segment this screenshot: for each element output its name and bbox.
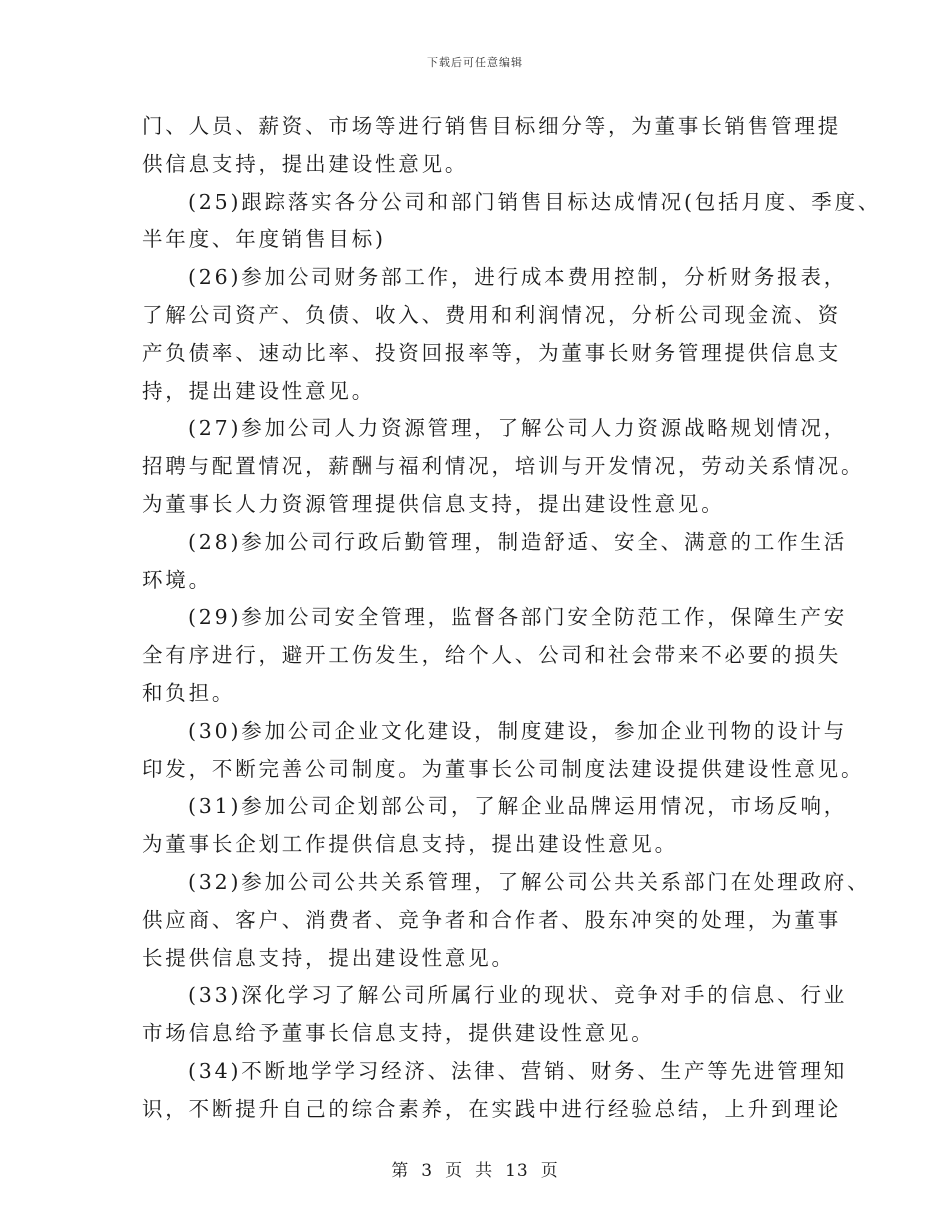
page-header: 下载后可任意编辑 [427,56,523,69]
body-text-line: 了解公司资产、负债、收入、费用和利润情况，分析公司现金流、资 [142,302,841,327]
footer-prefix: 第 [391,1161,410,1181]
body-text-line: 识，不断提升自己的综合素养，在实践中进行经验总结，上升到理论 [142,1096,841,1121]
body-text-line: (26)参加公司财务部工作，进行成本费用控制，分析财务报表， [188,265,848,290]
footer-total-word: 共 [475,1161,494,1181]
body-text-line: (28)参加公司行政后勤管理，制造舒适、安全、满意的工作生活 [188,529,848,554]
body-text-line: 环境。 [142,567,212,592]
body-text-line: 门、人员、薪资、市场等进行销售目标细分等，为董事长销售管理提 [142,114,841,138]
body-text-line: 和负担。 [142,680,236,705]
body-text-line: 为董事长人力资源管理提供信息支持，提出建设性意见。 [142,491,725,516]
body-text-line: (31)参加公司企划部公司，了解企业品牌运用情况，市场反响， [188,794,848,819]
body-text-line: 印发，不断完善公司制度。为董事长公司制度法建设提供建设性意见。 [142,756,865,781]
body-text-line: 供信息支持，提出建设性意见。 [142,151,469,176]
body-text-line: 招聘与配置情况，薪酬与福利情况，培训与开发情况，劳动关系情况。 [142,454,865,479]
body-text-line: 长提供信息支持，提出建设性意见。 [142,945,515,970]
body-text-line: 全有序进行，避开工伤发生，给个人、公司和社会带来不必要的损失 [142,643,841,668]
body-text-line: (34)不断地学学习经济、法律、营销、财务、生产等先进管理知 [188,1058,848,1083]
document-body [142,108,882,1129]
body-text-line: 供应商、客户、消费者、竞争者和合作者、股东冲突的处理，为董事 [142,907,841,932]
body-text-line: (30)参加公司企业文化建设，制度建设，参加企业刊物的设计与 [188,718,848,743]
body-text-line: (32)参加公司公共关系管理，了解公司公共关系部门在处理政府、 [188,869,871,894]
current-page-number: 3 [421,1161,434,1181]
body-text-line: 产负债率、速动比率、投资回报率等，为董事长财务管理提供信息支 [142,340,841,365]
total-pages-number: 13 [505,1161,529,1181]
body-text-line: (33)深化学习了解公司所属行业的现状、竞争对手的信息、行业 [188,983,848,1008]
body-text-line: 市场信息给予董事长信息支持，提供建设性意见。 [142,1021,655,1046]
body-text-line: 为董事长企划工作提供信息支持，提出建设性意见。 [142,832,678,857]
body-text-line: 半年度、年度销售目标) [142,227,386,252]
footer-suffix: 页 [540,1161,559,1181]
body-text-line: (27)参加公司人力资源管理，了解公司人力资源战略规划情况， [188,416,848,441]
page-footer [0,1156,950,1181]
body-text-line: 持，提出建设性意见。 [142,378,375,403]
footer-page-word: 页 [445,1161,464,1181]
body-text-line: (25)跟踪落实各分公司和部门销售目标达成情况(包括月度、季度、 [188,189,882,214]
body-text-line: (29)参加公司安全管理，监督各部门安全防范工作，保障生产安 [188,605,848,630]
